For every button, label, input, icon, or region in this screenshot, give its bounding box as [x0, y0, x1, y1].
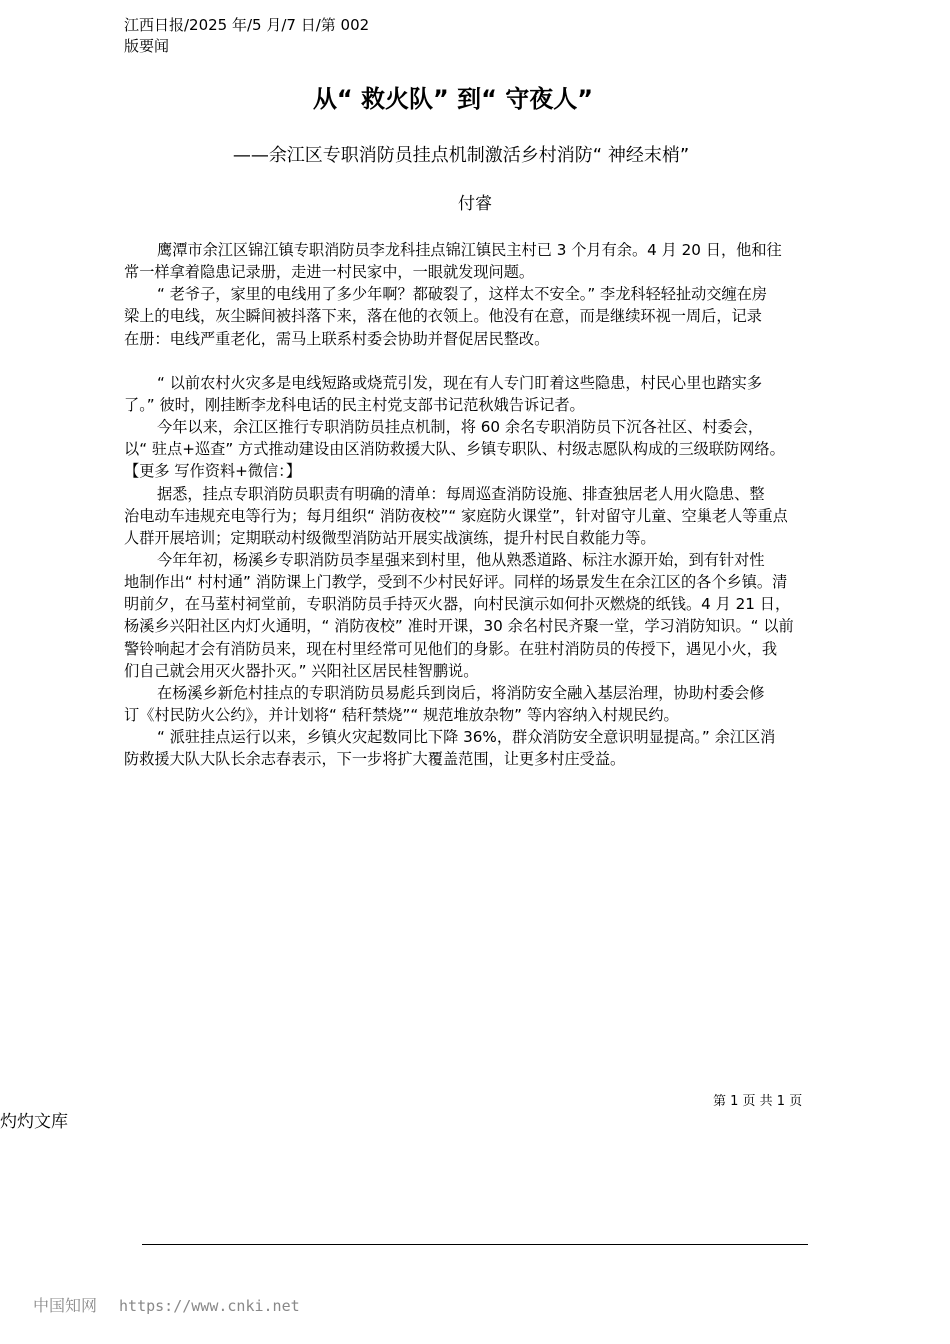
cnki-url-link[interactable]: https://www.cnki.net	[119, 1297, 300, 1315]
body-line: 在册：电线严重老化，需马上联系村委会协助并督促居民整改。	[124, 329, 550, 348]
body-line: 地制作出“ 村村通” 消防课上门教学，受到不少村民好评。同样的场景发生在余江区的各个乡镇。清	[124, 573, 788, 592]
section-label: 版要闻	[124, 37, 170, 55]
footer-divider	[142, 1244, 808, 1245]
article-subtitle: ——余江区专职消防员挂点机制激活乡村消防“ 神经末梢”	[232, 145, 690, 166]
body-line: 了。” 彼时，刚挂断李龙科电话的民主村党支部书记范秋娥告诉记者。	[124, 395, 585, 414]
page-number: 第 1 页 共 1 页	[713, 1094, 803, 1109]
body-line: 今年以来，余江区推行专职消防员挂点机制，将 60 余名专职消防员下沉各社区、村委会，	[157, 418, 764, 437]
article-body	[124, 239, 844, 770]
body-line: 杨溪乡兴阳社区内灯火通明，“ 消防夜校” 准时开课，30 余名村民齐聚一堂，学习消防知识。“ 以前	[124, 617, 794, 636]
body-line: 治电动车违规充电等行为；每月组织“ 消防夜校”“ 家庭防火课堂”，针对留守儿童、空巢老人等重点	[124, 506, 788, 525]
article-author: 付睿	[458, 194, 492, 214]
body-line: 【更多 写作资料+微信：】	[124, 462, 302, 481]
body-line: 今年年初，杨溪乡专职消防员李星强来到村里，他从熟悉道路、标注水源开始，到有针对性	[157, 550, 765, 569]
article-title: 从“ 救火队” 到“ 守夜人”	[312, 85, 594, 113]
body-line: 常一样拿着隐患记录册，走进一村民家中，一眼就发现问题。	[124, 263, 535, 282]
source-line: 江西日报/2025 年/5 月/7 日/第 002	[124, 16, 370, 34]
body-line: “ 以前农村火灾多是电线短路或烧荒引发，现在有人专门盯着这些隐患，村民心里也踏实多	[157, 373, 763, 392]
body-line: “ 老爷子，家里的电线用了多少年啊？都破裂了，这样太不安全。” 李龙科轻轻扯动交缠在房	[157, 285, 768, 304]
brand-watermark: 灼灼文库	[0, 1112, 68, 1132]
cnki-name: 中国知网	[33, 1298, 98, 1315]
body-line: “ 派驻挂点运行以来，乡镇火灾起数同比下降 36%，群众消防安全意识明显提高。” 余江区消	[157, 728, 776, 747]
body-line: 警铃响起才会有消防员来，现在村里经常可见他们的身影。在驻村消防员的传授下，遇见小火，我	[124, 639, 778, 658]
cnki-footer	[33, 1295, 300, 1318]
body-line: 鹰潭市余江区锦江镇专职消防员李龙科挂点锦江镇民主村已 3 个月有余。4 月 20 日，他和往	[157, 241, 782, 259]
body-line: 在杨溪乡新危村挂点的专职消防员易彪兵到岗后，将消防安全融入基层治理，协助村委会修	[157, 683, 765, 702]
publication-meta	[124, 15, 369, 57]
body-line: 明前夕，在马荎村祠堂前，专职消防员手持灭火器，向村民演示如何扑灭燃烧的纸钱。4 月 21 日，	[124, 595, 791, 614]
blank-line	[124, 350, 844, 372]
body-line: 以“ 驻点+巡查” 方式推动建设由区消防救援大队、乡镇专职队、村级志愿队构成的三级联防网络。	[124, 440, 785, 459]
body-line: 们自己就会用灭火器扑灭。” 兴阳社区居民桂智鹏说。	[124, 661, 479, 680]
body-line: 梁上的电线，灰尘瞬间被抖落下来，落在他的衣领上。他没有在意，而是继续环视一周后，记录	[124, 307, 762, 326]
body-line: 据悉，挂点专职消防员职责有明确的清单：每周巡查消防设施、排查独居老人用火隐患、整	[157, 484, 765, 503]
body-line: 订《村民防火公约》，并计划将“ 秸秆禁烧”“ 规范堆放杂物” 等内容纳入村规民约。	[124, 705, 679, 724]
body-line: 防救援大队大队长余志春表示，下一步将扩大覆盖范围，让更多村庄受益。	[124, 750, 626, 769]
body-line: 人群开展培训；定期联动村级微型消防站开展实战演练，提升村民自救能力等。	[124, 528, 656, 547]
